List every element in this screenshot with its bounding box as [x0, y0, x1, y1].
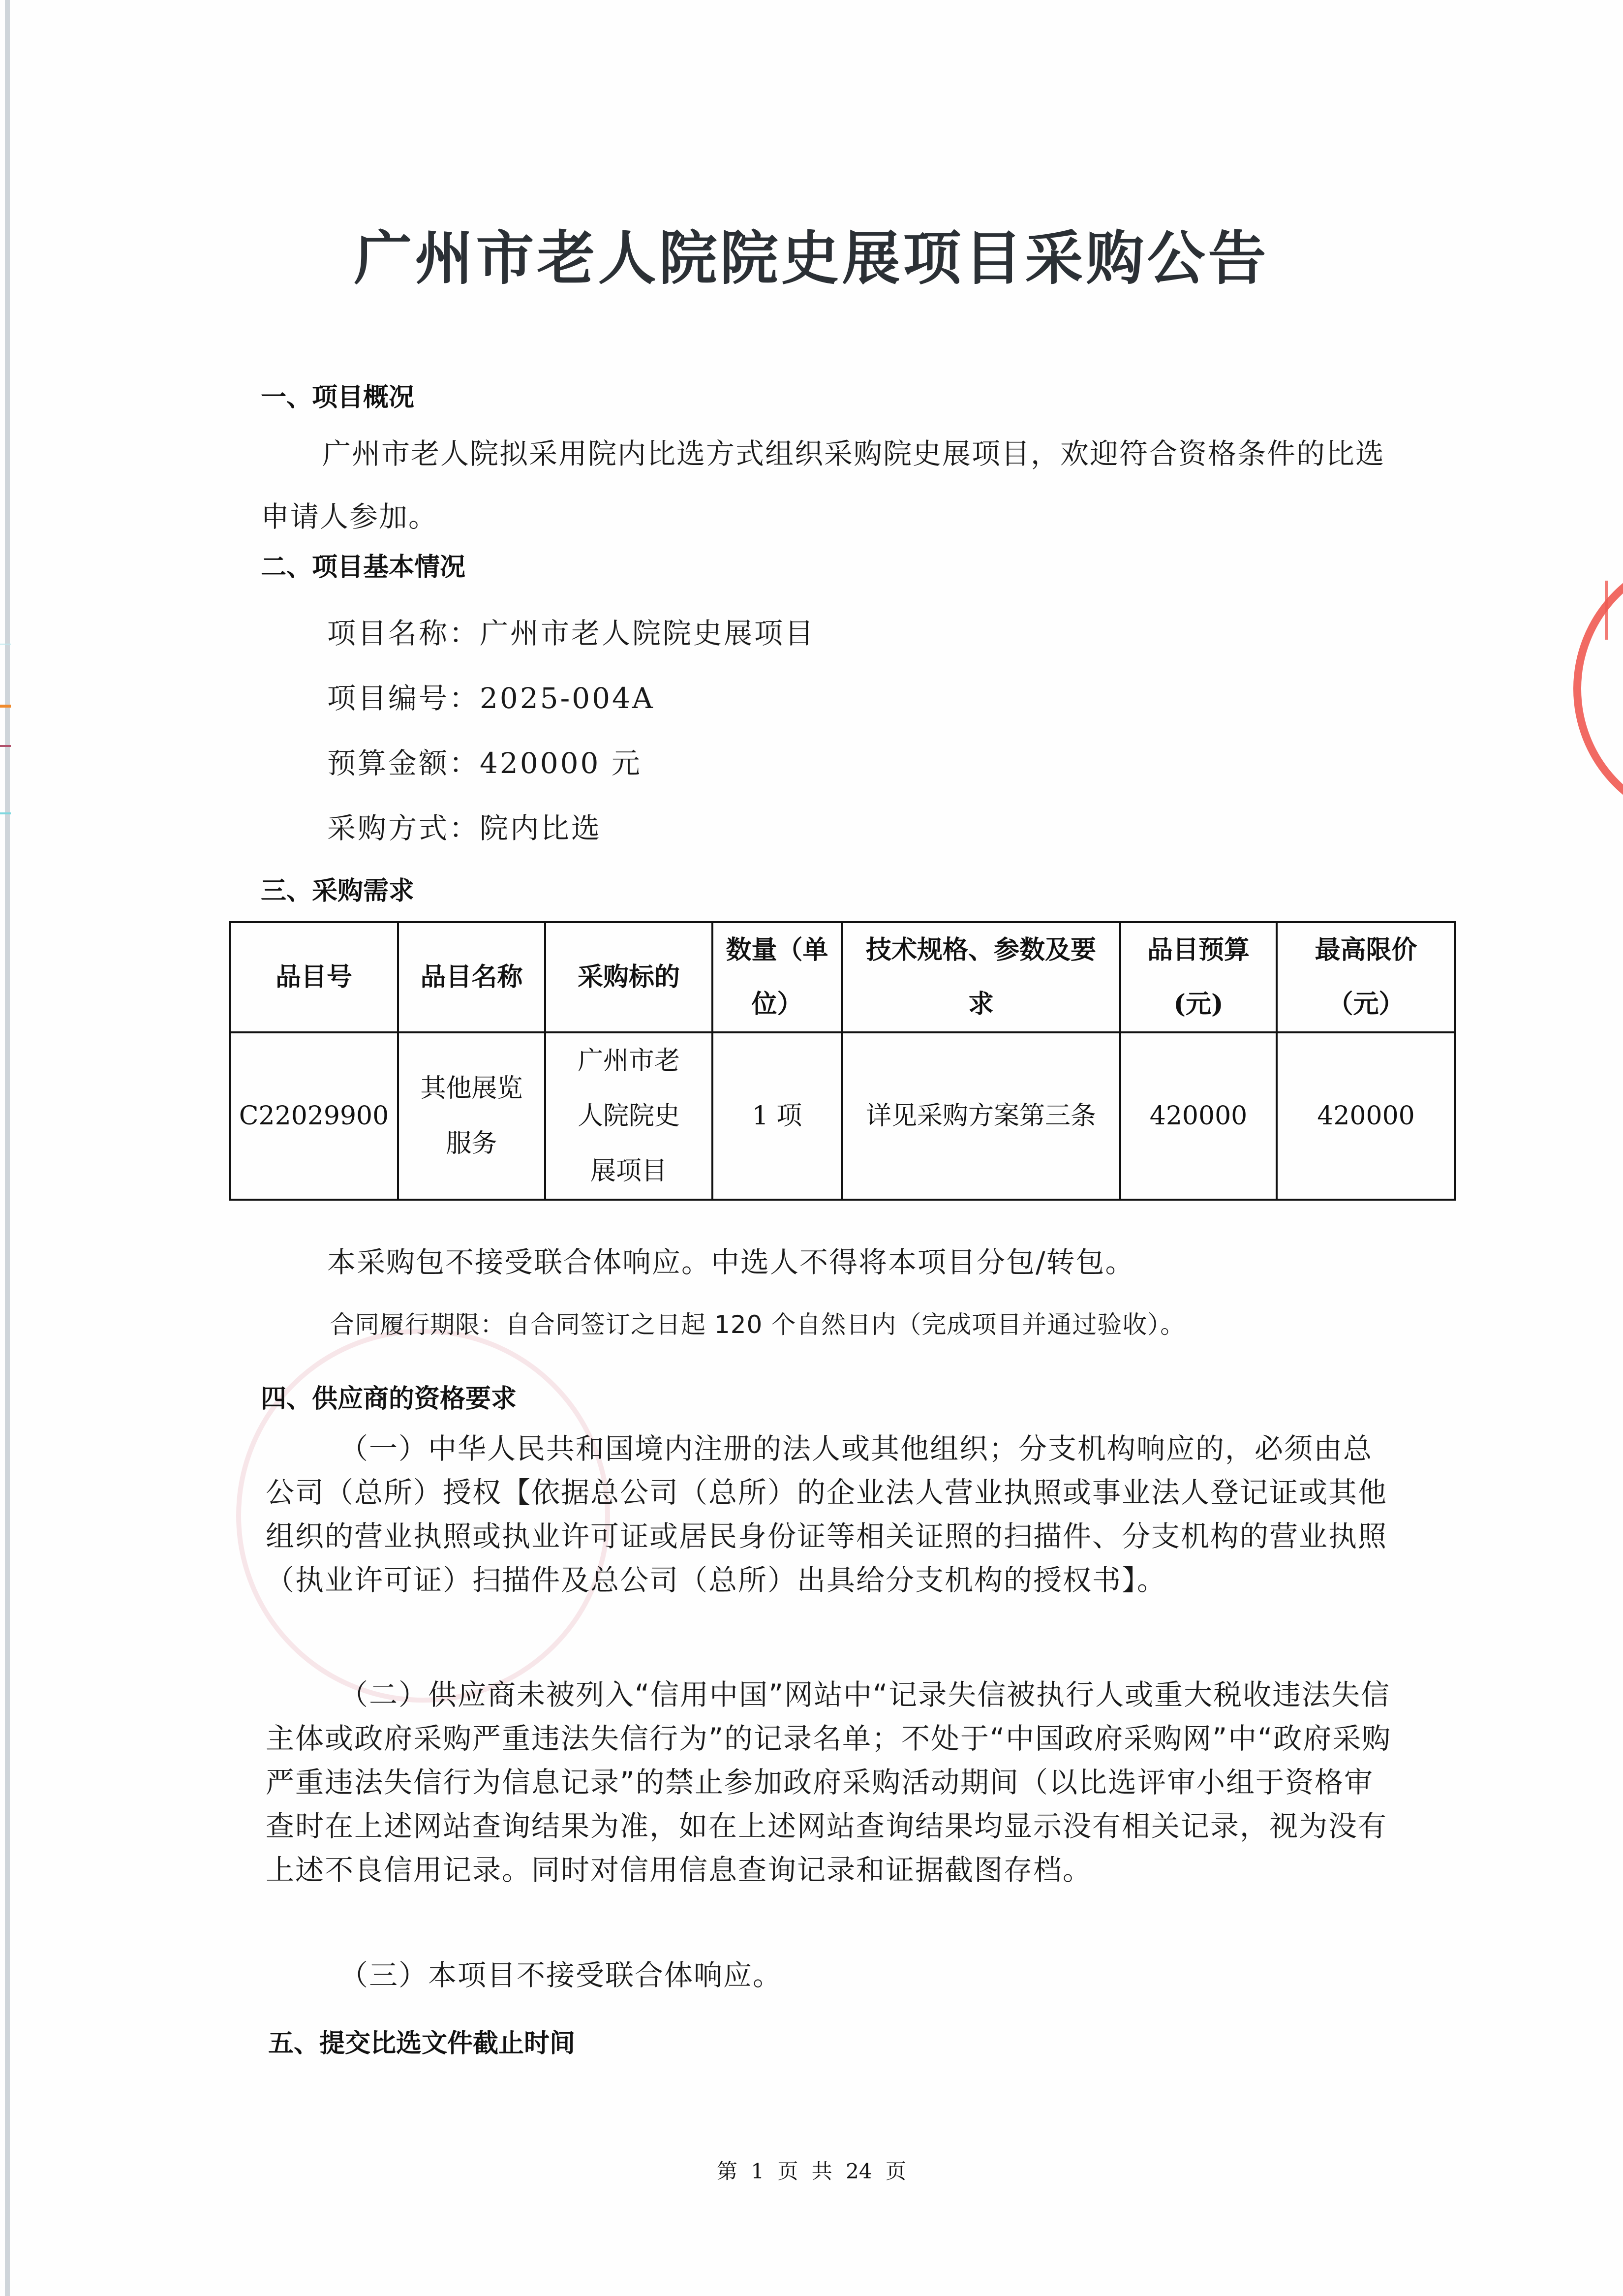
cell-subject: 广州市老人院院史展项目 — [545, 1032, 712, 1200]
cell-max-price: 420000 — [1277, 1032, 1455, 1200]
info-project-number — [327, 675, 655, 716]
cell-budget: 420000 — [1120, 1032, 1277, 1200]
note-no-consortium: 本采购包不接受联合体响应。中选人不得将本项目分包/转包。 — [327, 1245, 1135, 1279]
info-value: 2025-004A — [480, 682, 655, 715]
note-contract-period: 合同履行期限：自合同签订之日起 120 个自然日内（完成项目并通过验收）。 — [330, 1310, 1186, 1339]
scan-edge-line — [5, 0, 10, 2296]
info-label: 采购方式： — [327, 811, 480, 845]
col-header-item-code: 品目号 — [230, 922, 398, 1032]
info-label: 项目编号： — [327, 682, 480, 715]
info-label: 项目名称： — [327, 617, 480, 650]
scan-edge-mark — [0, 745, 11, 747]
scan-edge-mark — [0, 812, 11, 814]
cell-item-name: 其他展览服务 — [398, 1032, 545, 1200]
section-heading-basic-info: 二、项目基本情况 — [261, 552, 466, 582]
qualification-clause-3: （三）本项目不接受联合体响应。 — [339, 1958, 783, 1992]
col-header-subject: 采购标的 — [545, 922, 712, 1032]
section-heading-qualifications: 四、供应商的资格要求 — [261, 1384, 517, 1414]
scan-edge-mark — [0, 705, 11, 708]
section-heading-overview: 一、项目概况 — [261, 382, 415, 412]
col-header-item-name: 品目名称 — [398, 922, 545, 1032]
official-seal-glyph-icon — [1605, 581, 1623, 640]
section-heading-requirements: 三、采购需求 — [261, 876, 415, 906]
cell-spec: 详见采购方案第三条 — [842, 1032, 1120, 1200]
col-header-quantity: 数量（单位） — [712, 922, 842, 1032]
qualification-clause-2: （二）供应商未被列入“信用中国”网站中“记录失信被执行人或重大税收违法失信主体或政府采购严重违法失信行为”的记录名单；不处于“中国政府采购网”中“政府采购严重违法失信行为信息记录”的禁止参加政府采购活动期间（以比选评审小组于资格审查时在上述网站查询结果为准，如在上述网站查询结果均显示没有相关记录，视为没有上述不良信用记录。同时对信用信息查询记录和证据截图存档。 — [266, 1678, 1392, 1887]
col-header-budget: 品目预算(元) — [1120, 922, 1277, 1032]
table-row — [230, 1032, 1455, 1200]
info-value: 420000 元 — [480, 746, 642, 780]
info-budget — [327, 740, 642, 781]
col-header-spec: 技术规格、参数及要求 — [842, 922, 1120, 1032]
info-value: 广州市老人院院史展项目 — [480, 617, 816, 650]
col-header-max-price: 最高限价（元） — [1277, 922, 1455, 1032]
info-value: 院内比选 — [480, 811, 602, 845]
info-project-name — [327, 610, 815, 652]
table-header-row — [230, 922, 1455, 1032]
cell-quantity: 1 项 — [712, 1032, 842, 1200]
overview-paragraph: 广州市老人院拟采用院内比选方式组织采购院史展项目，欢迎符合资格条件的比选申请人参加。 — [261, 437, 1385, 533]
cell-item-code: C22029900 — [230, 1032, 398, 1200]
document-title: 广州市老人院院史展项目采购公告 — [354, 224, 1269, 292]
scan-edge-mark — [0, 644, 11, 645]
info-procurement-method — [327, 805, 602, 846]
page-number: 第 1 页 共 24 页 — [717, 2159, 906, 2183]
requirements-table — [229, 921, 1456, 1201]
section-heading-deadline: 五、提交比选文件截止时间 — [268, 2028, 576, 2058]
qualification-clause-1: （一）中华人民共和国境内注册的法人或其他组织；分支机构响应的，必须由总公司（总所）授权【依据总公司（总所）的企业法人营业执照或事业法人登记证或其他组织的营业执照或执业许可证或居民身份证等相关证照的扫描件、分支机构的营业执照（执业许可证）扫描件及总公司（总所）出具给分支机构的授权书】。 — [266, 1432, 1388, 1597]
info-label: 预算金额： — [327, 746, 480, 780]
